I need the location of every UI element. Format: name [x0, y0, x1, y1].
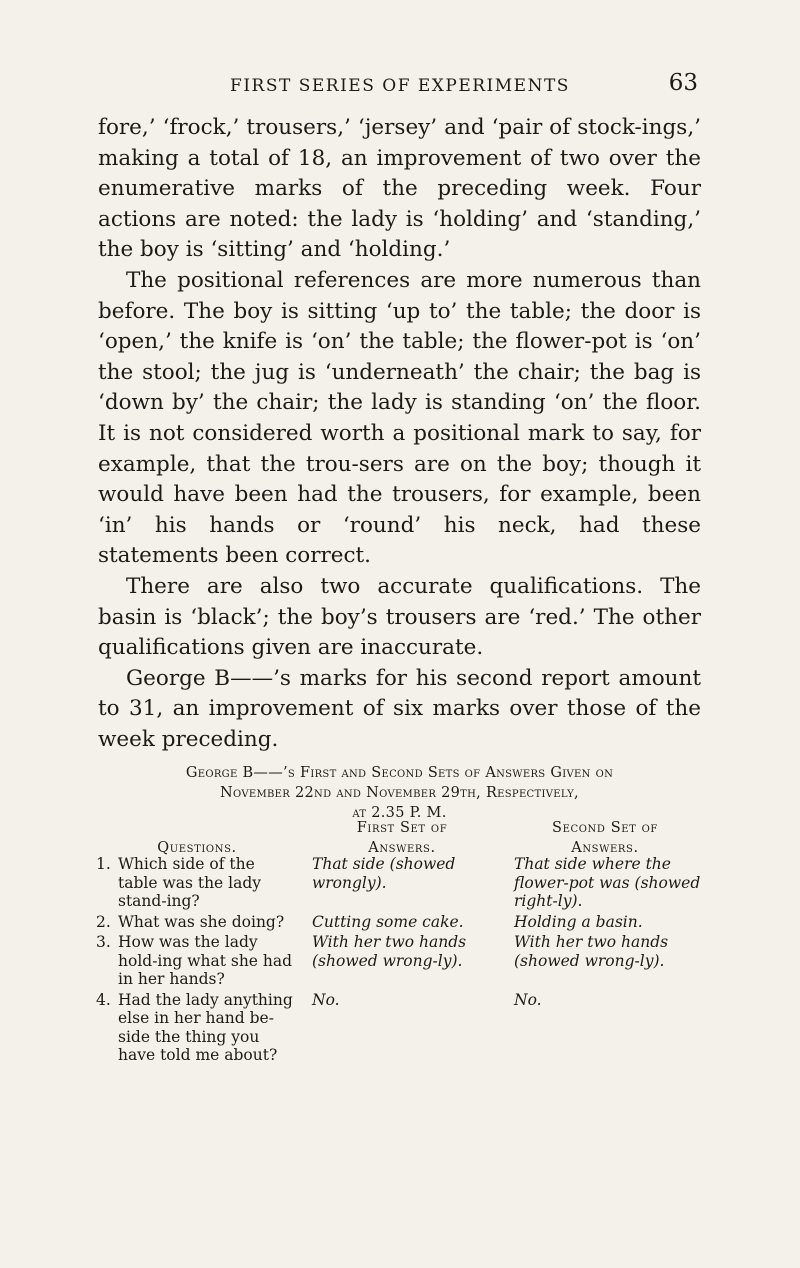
table-heading-line: at 2.35 P. M.: [352, 805, 447, 821]
paragraph: George B——’s marks for his second report amount to 31, an improvement of six marks over those of the week preceding.: [98, 665, 701, 752]
table-row: [96, 991, 706, 1067]
running-head: FIRST SERIES OF EXPERIMENTS: [230, 76, 570, 96]
column-header-label: Answers.: [368, 840, 436, 856]
table-row: [96, 933, 706, 991]
page-number: 63: [668, 70, 698, 96]
answers-table: [96, 855, 706, 1067]
second-answer-cell: That side where the flower-pot was (showed right-ly).: [514, 855, 701, 910]
table-heading-line: George B——’s First and Second Sets of Answers Given on: [185, 765, 614, 781]
question-number: 1.: [96, 855, 111, 873]
column-header-label: Questions.: [157, 840, 237, 856]
table-row: [96, 913, 706, 934]
second-answer-cell: With her two hands (showed wrong-ly).: [514, 933, 669, 970]
paragraph: The positional references are more numerous than before. The boy is sitting ‘up to’ the table; the door is ‘open,’ the knife is ‘on’ the table; the flower-pot is ‘on’ the stool; the jug is ‘underneath’ the chair; the bag is ‘down by’ the chair; the lady is standing ‘on’ the floor. It is not considered worth a positional mark to say, for example, that the trou-sers are on the boy; though it would have been had the trousers, for example, been ‘in’ his hands or ‘round’ his neck, had these statements been correct.: [98, 267, 701, 569]
table-heading: [98, 763, 701, 823]
column-header-second-set: [505, 818, 705, 858]
first-answer-cell: With her two hands (showed wrong-ly).: [312, 933, 467, 970]
table-row: [96, 855, 706, 913]
second-answer-cell: No.: [514, 990, 542, 1009]
question-cell: Which side of the table was the lady stand-ing?: [118, 855, 262, 910]
paragraph: There are also two accurate qualifications. The basin is ‘black’; the boy’s trousers are ‘red.’ The other qualifications given are inaccurate.: [98, 573, 701, 661]
first-answer-cell: That side (showed wrongly).: [312, 855, 456, 892]
column-header-label: First Set of: [356, 820, 448, 836]
column-header-label: Second Set of: [552, 820, 658, 836]
question-cell: How was the lady hold-ing what she had in her hands?: [118, 933, 293, 988]
paragraph: fore,’ ‘frock,’ trousers,’ ‘jersey’ and ‘pair of stock-ings,’ making a total of 18, an improvement of two over the enumerative marks of the preceding week. Four actions are noted: the lady is ‘holding’ and ‘standing,’ the boy is ‘sitting’ and ‘holding.’: [98, 115, 701, 263]
column-header-label: Answers.: [571, 840, 639, 856]
question-cell: What was she doing?: [118, 912, 285, 931]
first-answer-cell: Cutting some cake.: [312, 912, 464, 931]
question-cell: Had the lady anything else in her hand be-side the thing you have told me about?: [118, 990, 293, 1064]
column-header-first-set: [302, 818, 502, 858]
question-number: 3.: [96, 933, 111, 951]
first-answer-cell: No.: [312, 990, 340, 1009]
question-number: 4.: [96, 990, 111, 1009]
second-answer-cell: Holding a basin.: [514, 912, 643, 931]
table-heading-line: November 22nd and November 29th, Respectively,: [220, 785, 579, 801]
question-number: 2.: [96, 912, 111, 931]
body-text: [98, 113, 701, 755]
